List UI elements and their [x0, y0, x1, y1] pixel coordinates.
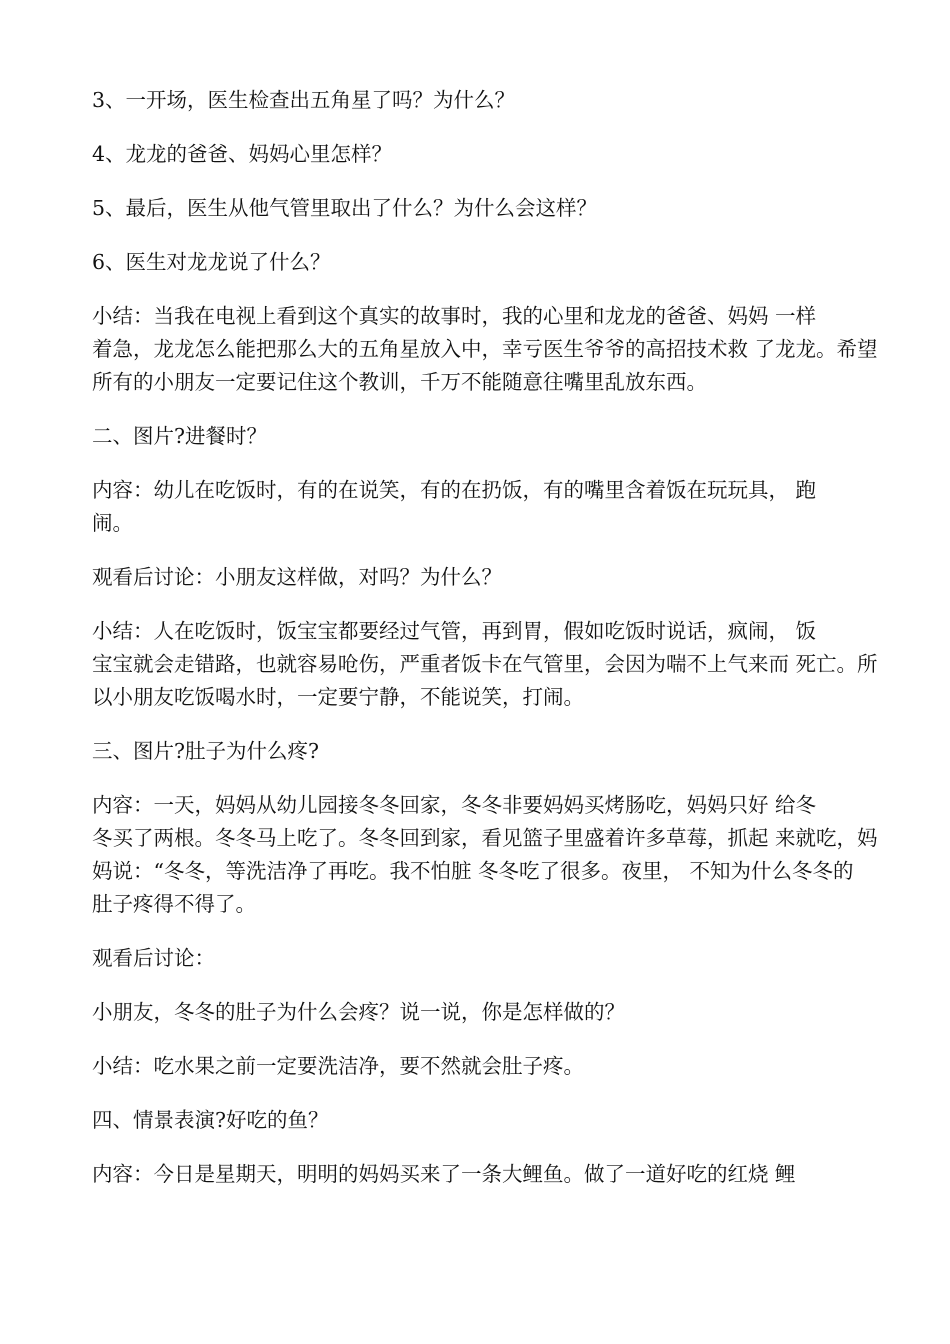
- text-line: 内容：幼儿在吃饭时，有的在说笑，有的在扔饭，有的嘴里含着饭在玩玩具， 跑: [92, 478, 817, 502]
- paragraph: [48, 474, 914, 540]
- paragraph: [48, 1158, 914, 1191]
- text-line: 三、图片?肚子为什么疼?: [92, 739, 319, 763]
- text-line: 以小朋友吃饭喝水时，一定要宁静，不能说笑，打闹。: [92, 685, 584, 709]
- paragraph: [48, 138, 914, 171]
- document-page: [48, 84, 914, 1212]
- text-line: 四、情景表演?好吃的鱼？: [92, 1108, 329, 1132]
- text-line: 小结：吃水果之前一定要洗洁净，要不然就会肚子疼。: [92, 1054, 584, 1078]
- text-line: 6、医生对龙龙说了什么？: [92, 250, 331, 274]
- text-line: 着急，龙龙怎么能把那么大的五角星放入中，幸亏医生爷爷的高招技术救 了龙龙。希望: [92, 337, 878, 361]
- text-line: 妈说：“冬冬，等洗洁净了再吃。我不怕脏 冬冬吃了很多。夜里， 不知为什么冬冬的: [92, 859, 854, 883]
- paragraph: [48, 735, 914, 768]
- text-line: 5、最后，医生从他气管里取出了什么？为什么会这样？: [92, 196, 598, 220]
- paragraph: [48, 615, 914, 714]
- paragraph: [48, 420, 914, 453]
- text-line: 内容：今日是星期天，明明的妈妈买来了一条大鲤鱼。做了一道好吃的红烧 鲤: [92, 1162, 796, 1186]
- text-line: 二、图片?进餐时？: [92, 424, 267, 448]
- paragraph: [48, 84, 914, 117]
- paragraph: [48, 789, 914, 921]
- text-line: 4、龙龙的爸爸、妈妈心里怎样？: [92, 142, 393, 166]
- paragraph: [48, 561, 914, 594]
- text-line: 闹。: [92, 511, 133, 535]
- paragraph: [48, 192, 914, 225]
- paragraph: [48, 1050, 914, 1083]
- paragraph: [48, 942, 914, 975]
- text-line: 所有的小朋友一定要记住这个教训，千万不能随意往嘴里乱放东西。: [92, 370, 707, 394]
- text-line: 观看后讨论：小朋友这样做，对吗？为什么？: [92, 565, 502, 589]
- text-line: 3、一开场，医生检查出五角星了吗？为什么？: [92, 88, 516, 112]
- text-line: 小结：人在吃饭时，饭宝宝都要经过气管，再到胃，假如吃饭时说话，疯闹， 饭: [92, 619, 817, 643]
- text-line: 宝宝就会走错路，也就容易呛伤，严重者饭卡在气管里，会因为喘不上气来而 死亡。所: [92, 652, 878, 676]
- text-line: 观看后讨论：: [92, 946, 215, 970]
- paragraph: [48, 246, 914, 279]
- text-line: 内容：一天，妈妈从幼儿园接冬冬回家，冬冬非要妈妈买烤肠吃，妈妈只好 给冬: [92, 793, 817, 817]
- paragraph: [48, 996, 914, 1029]
- text-line: 小结：当我在电视上看到这个真实的故事时，我的心里和龙龙的爸爸、妈妈 一样: [92, 304, 817, 328]
- text-line: 冬买了两根。冬冬马上吃了。冬冬回到家，看见篮子里盛着许多草莓，抓起 来就吃，妈: [92, 826, 878, 850]
- text-line: 小朋友，冬冬的肚子为什么会疼？说一说，你是怎样做的？: [92, 1000, 625, 1024]
- paragraph: [48, 300, 914, 399]
- paragraph: [48, 1104, 914, 1137]
- text-line: 肚子疼得不得了。: [92, 892, 256, 916]
